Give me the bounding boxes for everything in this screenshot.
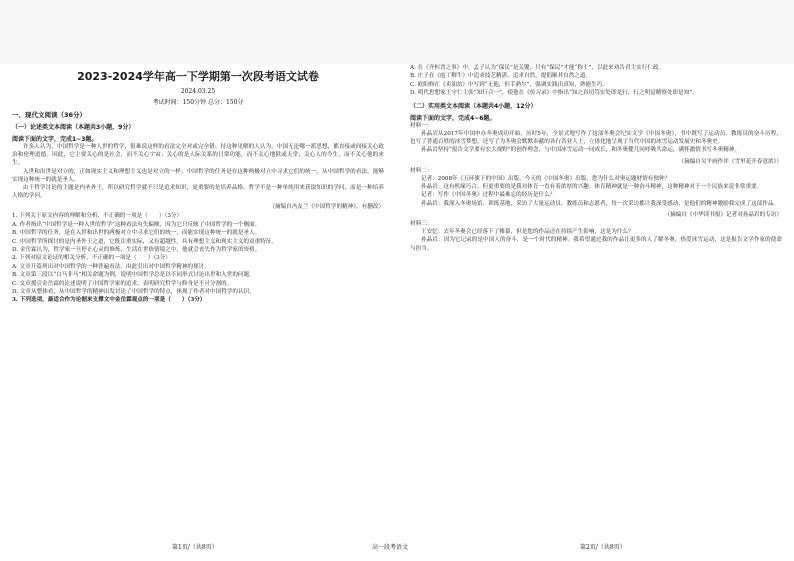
subsection-heading: （二）实用类文本阅读（本题共4小题，12分）	[410, 102, 537, 110]
interview-line: 孙晶岩：因为它记录的是中国人的奋斗，是一个时代的精神。我希望通过我的作品让更多的人了解冬奥，热爱冰雪运动，这是报告文学作家的使命与担当。	[410, 237, 782, 252]
interview-line: 记者：写作《中国冬奥》过程中最难忘的经历是什么？	[421, 192, 556, 199]
question-option: A. 在《齐桓晋之事》中，孟子认为“保民”是关键，只有“保民”才能“称王”，以此来劝告君主实行仁政。	[410, 65, 665, 71]
material-label: 材料二：	[410, 167, 433, 174]
question-option: D. 金岳霖认为，哲学家一旦停止心灵的修炼，生活在世俗情境之中，他就会丧失作为哲学家的资格。	[12, 247, 261, 254]
subsection-heading: （一）论述类文本阅读（本题共3小题，9分）	[12, 124, 135, 131]
question-option: D. 明代思想家王守仁主张“知行合一”，使他在《传习录》中指出“知之真切笃实处即是行，行之明觉精察处即是知”。	[410, 90, 698, 97]
passage-paragraph: 孙晶岩从2017年中国申办冬奥成功开始，历时5年，全景式地写作了这部冬奥会纪实文学《中国冬奥》，书中既写了运动员、教练员的奋斗历程，也写了普通百姓的冰雪梦想，还写了为冬奥会默默奉献的各行各业人士，立体化地呈现了当代中国的冰雪运动发展史和冬奥史。	[410, 131, 782, 146]
passage-paragraph: 入世和出世是对立的，正如现实主义和理想主义也是对立的一样。中国哲学的任务是在这种两极对立中寻求它们的统一。从中国哲学的看法，能够实现这种统一的就是圣人。	[12, 168, 384, 183]
question-option: C. 欧阳修在《卖油翁》中写到“无他，但手熟尔”，强调实践出真知，熟能生巧。	[410, 81, 608, 88]
question-option: A. 作者指出“中国哲学是一种入世的哲学”这种看法有失偏颇，因为它只反映了中国哲学的一个侧面。	[12, 221, 261, 228]
instruction: 阅读下面的文字，完成1~3题。	[12, 136, 98, 143]
question-option: C. 中国哲学所探讨的是内圣外王之道，它既注重实际，又有超越性，具有理想主义和现实主义的双重特征。	[12, 238, 277, 245]
interview-line: 孙晶岩：这有机缘巧合，但更重要的是我对体育一直有着浓厚的兴趣。体育精神就是一种奋斗精神，这种精神对于一个民族来说非常重要。	[421, 184, 763, 191]
section-heading: 一、现代文阅读（36分）	[12, 111, 87, 119]
source-citation: （摘编自冯友兰《中国哲学的精神》，有删改）	[269, 204, 384, 211]
exam-title: 2023-2024学年高一下学期第一次段考语文试卷	[77, 70, 319, 83]
passage-paragraph: 许多人认为，中国哲学是一种人世的哲学，很难说这样的看法完全对或完全错。持这种见解的人认为，中国无论哪一派思想，都直接或间接关心政治和伦理道德。因此，它主要关心的是社会，而不关心宇宙；关心的是人际关系的日常功能，而不关心地狱或天堂；关心人的今生，而不关心他的来生。	[12, 144, 384, 167]
passage-paragraph: 孙晶岩坚持“报告文学要有宏大视野”的创作理念，与中国冰雪运动一同成长，和冬奥健儿同呼吸共命运，满怀激情书写冬奥精神。	[421, 147, 740, 154]
page-left	[12, 64, 384, 305]
footer-subject: 高一段考语文	[372, 544, 409, 551]
question-option: C. 文章援引金岳霖的论述说明了中国哲学家的追求，表明研究哲学与修身是不可分割的。	[12, 280, 233, 287]
scan-header-blank	[0, 0, 794, 64]
question: 3. 下列选项，最适合作为论据来支撑文中金岳霖观点的一项是（ ）（3分）	[12, 297, 206, 304]
material-label: 材料三：	[410, 220, 433, 227]
exam-date: 2024.03.25	[180, 88, 216, 95]
interview-line: 孙晶岩：我深入冬奥场馆、训练基地，采访了大量运动员、教练员和志愿者，每一次采访都让我深受感动，是他们的精神激励我完成了这部作品。	[421, 200, 780, 207]
question-option: A. 文章开篇列出对中国哲学的一种普遍看法，由此引出对中国哲学精神的探讨。	[12, 263, 210, 270]
question: 1. 下列关于原文内容的理解和分析，不正确的一项是（ ）（3分）	[12, 213, 183, 220]
instruction: 阅读下面的文字，完成4~6题。	[410, 114, 496, 122]
material-label: 材料一：	[410, 122, 433, 129]
question-option: B. 庄子在《庖丁解牛》中追求技艺精湛，追求自然，提倡顺其自然之道。	[410, 73, 592, 80]
question: 2. 下列对原文论证的相关分析，不正确的一项是（ ）（3分）	[12, 255, 171, 262]
interview-line: 王安忆：去年冬奥会已经落下了帷幕，但是您的作品还在持续产生影响，这是为什么？	[421, 229, 634, 236]
question-option: B. 文章第三段以“白马非马”相关命题为例，说明中国哲学总是以不同形式讨论出世和入世的问题。	[12, 272, 255, 279]
page-number-left: 第1页/（共8页）	[172, 544, 218, 551]
question-option: D. 文章从整体看，从中国哲学的精神出发讨论了中国哲学的特点，体现了作者对中国哲学的认识。	[12, 289, 255, 296]
question-option: B. 中国哲学的任务，是在入世和出世的两极对立中寻求它们的统一，而能实现这种统一的就是圣人。	[12, 230, 261, 237]
passage-paragraph: 由于哲学讨论的主题是内圣外王，所以研究哲学就不只是追求知识，更重要的是培养品格。哲学不是一种单纯用来获取知识的学问，而是一种培养人格的学问。	[12, 185, 384, 200]
source-citation: （摘编自《中华读书报》记者对孙晶岩的专访）	[664, 211, 782, 218]
interview-line: 记者：2008年《五环旗下的中国》出版，今天的《中国冬奥》出版，您为什么对奥运题材情有独钟？	[421, 176, 671, 183]
page-number-right: 第2页/（共8页）	[580, 544, 626, 551]
page-right	[410, 64, 782, 253]
source-citation: （摘编自吴平画作评《雪里花开春意浓》）	[678, 158, 782, 165]
exam-meta: 考试时间：150分钟 总分：150分	[152, 99, 244, 106]
